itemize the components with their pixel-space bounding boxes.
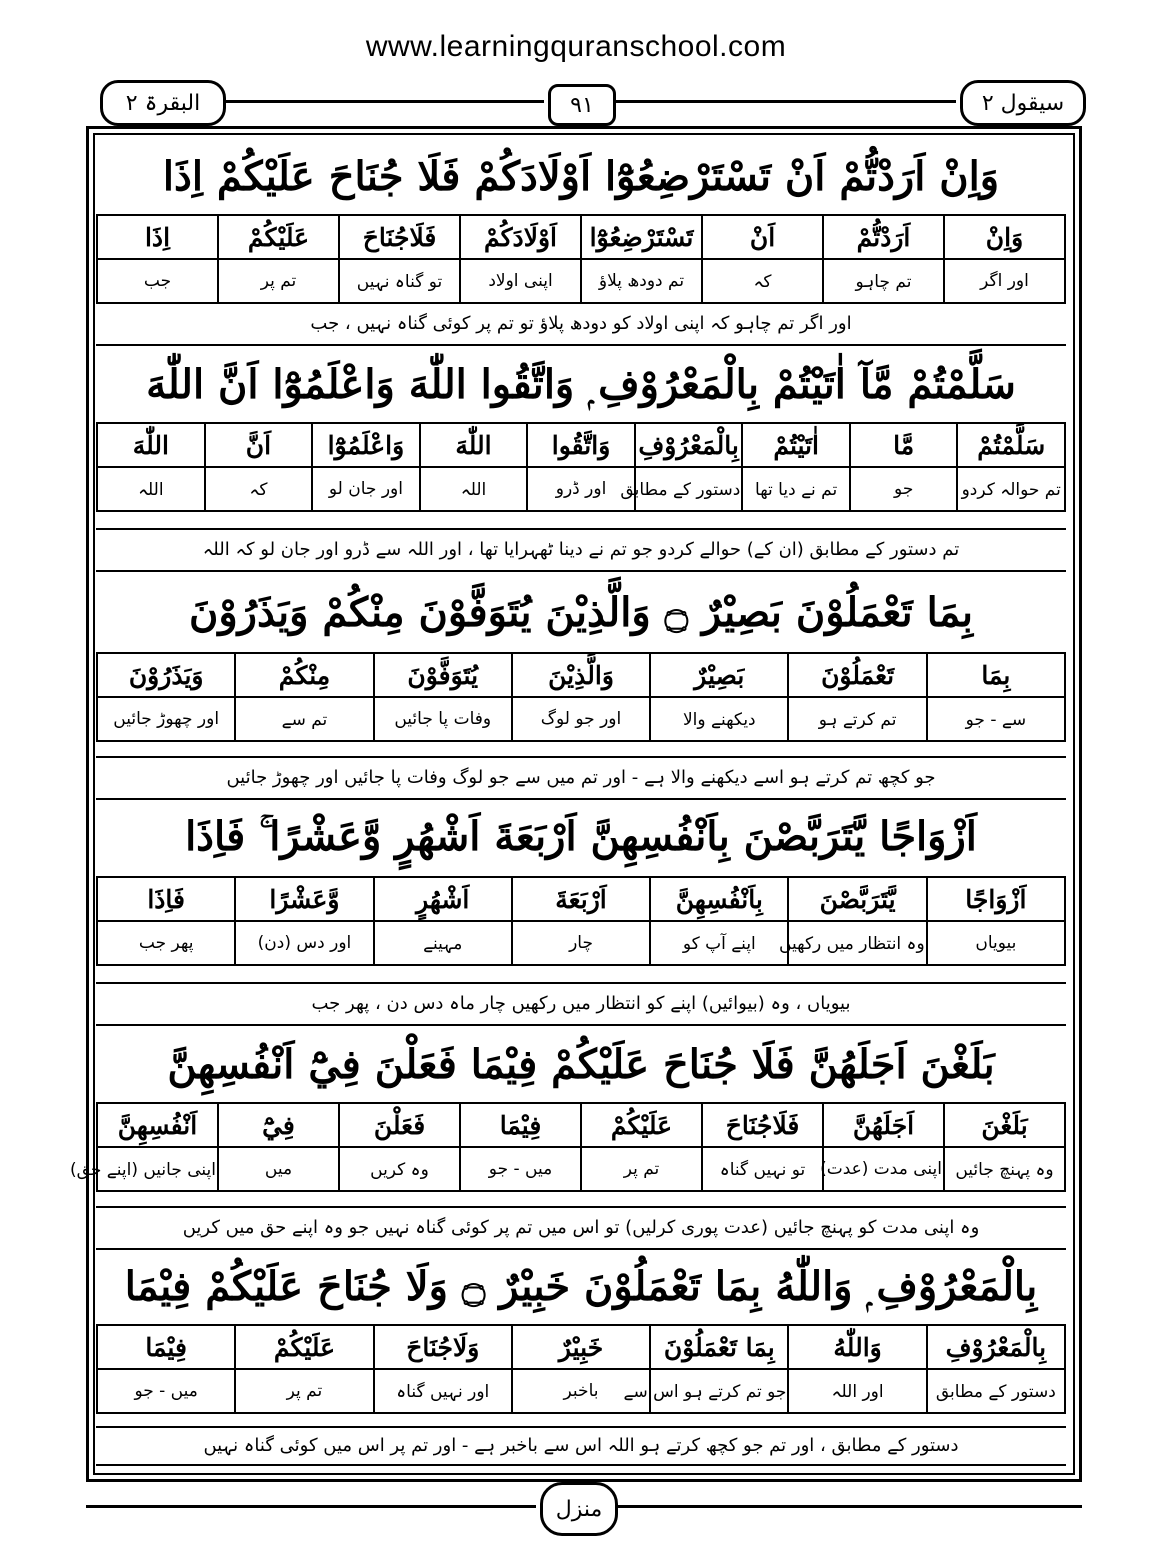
arabic-word: اَنْفُسِهِنَّ	[97, 1103, 218, 1147]
word-meaning: مہینے	[374, 921, 512, 965]
arabic-word: اٰتَيْتُمْ	[742, 423, 850, 467]
word-meaning: جب	[97, 259, 218, 303]
arabic-word: بَلَغْنَ	[944, 1103, 1065, 1147]
word-meaning: دستور کے مطابق	[635, 467, 743, 511]
word-meaning: تو گناہ نہیں	[339, 259, 460, 303]
translation-line: دستور کے مطابق ، اور تم جو کچھ کرتے ہو اللہ اس سے باخبر ہے - اور تم پر اس میں کوئی گناہ نہیں	[96, 1426, 1066, 1466]
word-meaning: چار	[512, 921, 650, 965]
word-meaning: تم پر	[581, 1147, 702, 1191]
word-meaning: اللہ	[420, 467, 528, 511]
word-meanings-row	[97, 467, 1065, 511]
translation-line: بیویاں ، وہ (بیوائیں) اپنے کو انتظار میں رکھیں چار ماہ دس دن ، پھر جب	[96, 982, 1066, 1026]
word-meaning: کہ	[702, 259, 823, 303]
translation-line: وہ اپنی مدت کو پہنچ جائیں (عدت پوری کرلیں) تو اس میں تم پر کوئی گناہ نہیں جو وہ اپنے حق میں کریں	[96, 1206, 1066, 1250]
word-meaning: اپنے آپ کو	[650, 921, 788, 965]
word-meaning: سے - جو	[927, 697, 1065, 741]
arabic-words-row	[97, 1103, 1065, 1147]
arabic-word: اللّٰهَ	[420, 423, 528, 467]
arabic-word: اَزْوَاجًا	[927, 877, 1065, 921]
page-content	[70, 136, 1066, 1466]
arabic-word: مِنْكُمْ	[235, 653, 373, 697]
word-meaning: اور دس (دن)	[235, 921, 373, 965]
footer-rule-right	[616, 1505, 1082, 1508]
arabic-word: يَّتَرَبَّصْنَ	[788, 877, 926, 921]
word-meaning: تم پر	[235, 1369, 373, 1413]
arabic-word: تَسْتَرْضِعُوْٓا	[581, 215, 702, 259]
verse-line: وَاِنْ اَرَدْتُّمْ اَنْ تَسْتَرْضِعُوْٓا اَوْلَادَكُمْ فَلَا جُنَاحَ عَلَيْكُمْ اِذَا	[162, 153, 1000, 200]
arabic-word: فَلَاجُنَاحَ	[702, 1103, 823, 1147]
arabic-word: مَّا	[850, 423, 958, 467]
word-meaning: میں	[218, 1147, 339, 1191]
word-meaning: میں - جو	[97, 1369, 235, 1413]
arabic-word: بِاَنْفُسِهِنَّ	[650, 877, 788, 921]
word-meaning: تم نے دیا تھا	[742, 467, 850, 511]
word-meaning: اپنی اولاد	[460, 259, 581, 303]
translation-line: جو کچھ تم کرتے ہو اسے دیکھنے والا ہے - اور تم میں سے جو لوگ وفات پا جائیں اور چھوڑ جائیں	[96, 756, 1066, 800]
word-meanings-row	[97, 1147, 1065, 1191]
footer-rule-left	[86, 1505, 536, 1508]
word-meaning: بیویاں	[927, 921, 1065, 965]
manzil-box	[540, 1482, 618, 1536]
arabic-word: فِيْمَا	[460, 1103, 581, 1147]
arabic-word: وَيَذَرُوْنَ	[97, 653, 235, 697]
header-rule-right	[614, 100, 956, 103]
word-meaning: تم سے	[235, 697, 373, 741]
word-table	[96, 876, 1066, 966]
word-meaning: وہ کریں	[339, 1147, 460, 1191]
arabic-word: وَّعَشْرًا	[235, 877, 373, 921]
word-meanings-row	[97, 259, 1065, 303]
verse-line: بِالْمَعْرُوْفِ ۭ وَاللّٰهُ بِمَا تَعْمَلُوْنَ خَبِيْرٌ ۝ وَلَا جُنَاحَ عَلَيْكُمْ فِيْمَا	[124, 1263, 1038, 1310]
arabic-word: تَعْمَلُوْنَ	[788, 653, 926, 697]
arabic-word: خَبِيْرٌ	[512, 1325, 650, 1369]
word-meaning: اور نہیں گناہ	[374, 1369, 512, 1413]
word-meaning: جو تم کرتے ہو اس سے	[650, 1369, 788, 1413]
verse-line: بِمَا تَعْمَلُوْنَ بَصِيْرٌ ۝ وَالَّذِيْنَ يُتَوَفَّوْنَ مِنْكُمْ وَيَذَرُوْنَ	[188, 589, 974, 636]
arabic-word: بِالْمَعْرُوْفِ	[927, 1325, 1065, 1369]
arabic-words-row	[97, 423, 1065, 467]
arabic-word: فِيْٓ	[218, 1103, 339, 1147]
arabic-word: عَلَيْكُمْ	[235, 1325, 373, 1369]
arabic-word: اَرْبَعَةَ	[512, 877, 650, 921]
arabic-word: بِمَا	[927, 653, 1065, 697]
arabic-word: فِيْمَا	[97, 1325, 235, 1369]
translation-line: اور اگر تم چاہو کہ اپنی اولاد کو دودھ پلاؤ تو تم پر کوئی گناہ نہیں ، جب	[96, 302, 1066, 346]
arabic-word: اِذَا	[97, 215, 218, 259]
arabic-words-row	[97, 653, 1065, 697]
arabic-word: وَلَاجُنَاحَ	[374, 1325, 512, 1369]
word-meaning: اپنی مدت (عدت)	[823, 1147, 944, 1191]
arabic-word: فَاِذَا	[97, 877, 235, 921]
word-meaning: اور جان لو	[312, 467, 420, 511]
verse-line: بَلَغْنَ اَجَلَهُنَّ فَلَا جُنَاحَ عَلَيْكُمْ فِيْمَا فَعَلْنَ فِيْٓ اَنْفُسِهِنَّ	[167, 1041, 995, 1088]
arabic-word: فَعَلْنَ	[339, 1103, 460, 1147]
word-meaning: وہ پہنچ جائیں	[944, 1147, 1065, 1191]
translation-line: تم دستور کے مطابق (ان کے) حوالے کردو جو تم نے دینا ٹھہرایا تھا ، اور اللہ سے ڈرو اور جان لو کہ اللہ	[96, 528, 1066, 572]
word-meaning: وفات پا جائیں	[374, 697, 512, 741]
word-meaning: میں - جو	[460, 1147, 581, 1191]
word-meaning: تو نہیں گناہ	[702, 1147, 823, 1191]
arabic-word: وَاللّٰهُ	[788, 1325, 926, 1369]
arabic-word: اَنَّ	[205, 423, 313, 467]
arabic-word: بِمَا تَعْمَلُوْنَ	[650, 1325, 788, 1369]
arabic-word: اللّٰهَ	[97, 423, 205, 467]
arabic-word: فَلَاجُنَاحَ	[339, 215, 460, 259]
word-meanings-row	[97, 921, 1065, 965]
word-meanings-row	[97, 1369, 1065, 1413]
site-url: www.learningquranschool.com	[365, 30, 787, 63]
word-meaning: اور اگر	[944, 259, 1065, 303]
word-table	[70, 1102, 1066, 1192]
arabic-word: اَرَدْتُّمْ	[823, 215, 944, 259]
arabic-word: وَاِنْ	[944, 215, 1065, 259]
verse-line: اَزْوَاجًا يَّتَرَبَّصْنَ بِاَنْفُسِهِنَّ اَرْبَعَةَ اَشْهُرٍ وَّعَشْرًا ۚ فَاِذَا	[185, 813, 977, 860]
word-meaning: دستور کے مطابق	[927, 1369, 1065, 1413]
verse-line: سَلَّمْتُمْ مَّآ اٰتَيْتُمْ بِالْمَعْرُوْفِ ۭ وَاتَّقُوا اللّٰهَ وَاعْلَمُوْٓا اَنَّ اللّٰهَ	[146, 361, 1016, 408]
arabic-word: وَاتَّقُوا	[527, 423, 635, 467]
manzil-label: منزل	[555, 1496, 603, 1522]
arabic-word: وَاعْلَمُوْٓا	[312, 423, 420, 467]
arabic-word: عَلَيْكُمْ	[581, 1103, 702, 1147]
arabic-words-row	[97, 877, 1065, 921]
word-table	[96, 214, 1066, 304]
para-name: سیقول ۲	[981, 90, 1065, 116]
word-meanings-row	[97, 697, 1065, 741]
word-meaning: وہ انتظار میں رکھیں	[788, 921, 926, 965]
word-meaning: تم حوالہ کردو	[957, 467, 1065, 511]
para-name-box	[960, 80, 1086, 126]
word-meaning: اپنی جانیں (اپنے حق)	[97, 1147, 218, 1191]
word-meaning: اور چھوڑ جائیں	[97, 697, 235, 741]
arabic-word: اَنْ	[702, 215, 823, 259]
word-meaning: پھر جب	[97, 921, 235, 965]
word-table	[96, 422, 1066, 512]
arabic-word: عَلَيْكُمْ	[218, 215, 339, 259]
word-table	[96, 1324, 1066, 1414]
surah-name-box	[100, 80, 226, 126]
word-meaning: کہ	[205, 467, 313, 511]
arabic-word: سَلَّمْتُمْ	[957, 423, 1065, 467]
word-meaning: باخبر	[512, 1369, 650, 1413]
surah-name: البقرۃ ۲	[125, 90, 201, 116]
word-meaning: تم چاہو	[823, 259, 944, 303]
word-meaning: اور جو لوگ	[512, 697, 650, 741]
word-meaning: جو	[850, 467, 958, 511]
word-meaning: اللہ	[97, 467, 205, 511]
word-meaning: دیکھنے والا	[650, 697, 788, 741]
word-meaning: تم پر	[218, 259, 339, 303]
word-meaning: اور اللہ	[788, 1369, 926, 1413]
arabic-words-row	[97, 215, 1065, 259]
arabic-word: اَشْهُرٍ	[374, 877, 512, 921]
header-rule-left	[224, 100, 544, 103]
word-table	[96, 652, 1066, 742]
arabic-word: يُتَوَفَّوْنَ	[374, 653, 512, 697]
page-number-box	[548, 84, 616, 126]
word-meaning: تم کرتے ہو	[788, 697, 926, 741]
word-meaning: اور ڈرو	[527, 467, 635, 511]
arabic-word: اَوْلَادَكُمْ	[460, 215, 581, 259]
arabic-word: بِالْمَعْرُوْفِ	[635, 423, 743, 467]
arabic-word: بَصِيْرٌ	[650, 653, 788, 697]
arabic-word: اَجَلَهُنَّ	[823, 1103, 944, 1147]
page-number: ۹۱	[570, 92, 594, 118]
word-meaning: تم دودھ پلاؤ	[581, 259, 702, 303]
arabic-words-row	[97, 1325, 1065, 1369]
arabic-word: وَالَّذِيْنَ	[512, 653, 650, 697]
